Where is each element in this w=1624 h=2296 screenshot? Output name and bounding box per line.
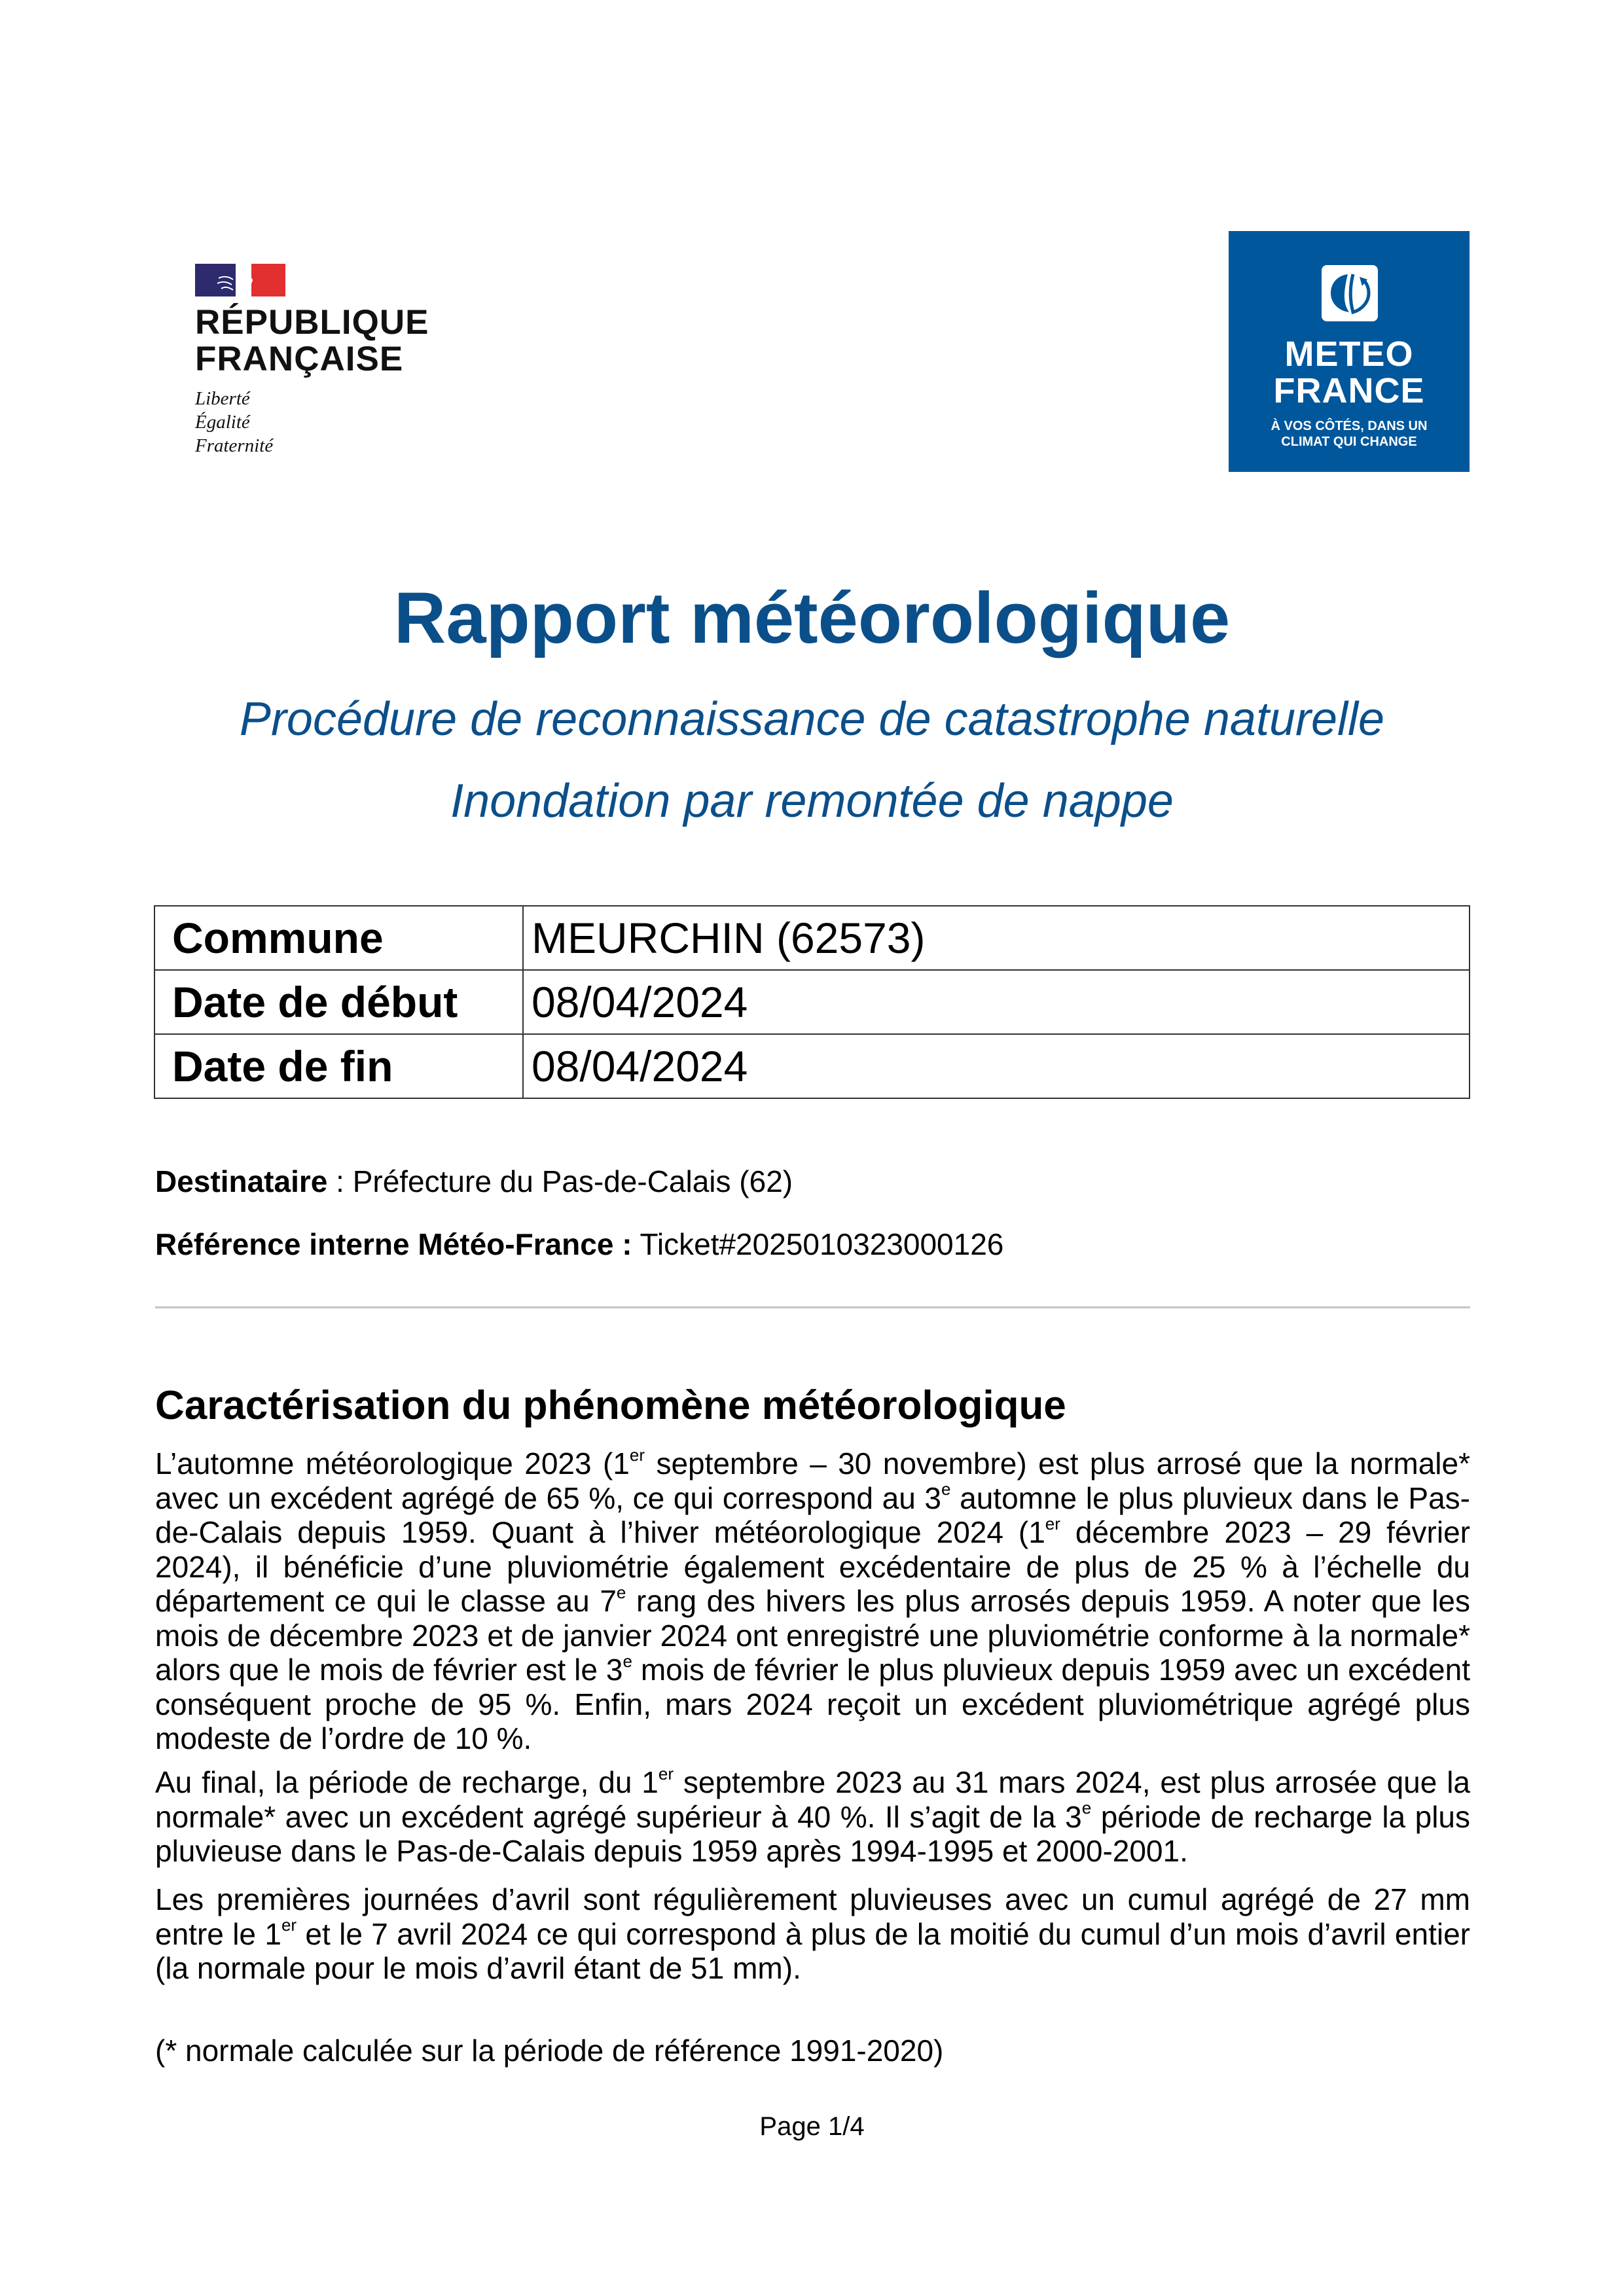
recipient-label: Destinataire	[155, 1164, 328, 1198]
table-row-end-date	[154, 1034, 1470, 1098]
commune-label: Commune	[154, 906, 523, 970]
republique-francaise-logo	[195, 264, 429, 460]
section-heading: Caractérisation du phénomène météorologique	[155, 1383, 1066, 1428]
reference-value: Ticket#2025010323000126	[632, 1227, 1004, 1261]
text-run: et le 7 avril 2024 ce qui correspond à plus de la moitié du cumul d’un mois d’avril entier (la normale pour le mois d’avril étant de 51 mm).	[155, 1916, 1470, 1985]
text-run: mois de février le plus pluvieux depuis 1959 avec un excédent conséquent proche de 95 %. Enfin, mars 2024 reçoit un excédent pluviométrique agrégé plus modeste de l’ordre de 10 %.	[155, 1653, 1470, 1755]
reference-label: Référence interne Météo-France :	[155, 1227, 632, 1261]
recipient-line	[155, 1164, 793, 1199]
text-run: automne le plus pluvieux dans le Pas-de-Calais depuis 1959. Quant à l’hiver météorologique 2024 (1	[155, 1480, 1470, 1549]
table-row-start-date	[154, 970, 1470, 1034]
rf-name-line1: RÉPUBLIQUE	[195, 303, 429, 342]
mf-name-line1: METEO	[1284, 334, 1414, 374]
info-table	[154, 905, 1470, 1099]
meteo-france-globe-icon	[1322, 265, 1378, 321]
start-date-label: Date de début	[154, 970, 523, 1034]
footnote: (* normale calculée sur la période de référence 1991-2020)	[155, 2034, 944, 2068]
marianne-flag-icon	[195, 264, 285, 296]
reference-line	[155, 1227, 1003, 1262]
recipient-value: Préfecture du Pas-de-Calais (62)	[352, 1164, 793, 1198]
text-run: septembre – 30 novembre) est plus arrosé que la normale* avec un excédent agrégé de 65 %, ce qui correspond au 3	[155, 1446, 1470, 1515]
page-number: Page 1/4	[759, 2112, 865, 2141]
start-date-value: 08/04/2024	[523, 970, 1470, 1034]
superscript: e	[941, 1479, 951, 1499]
paragraph-recharge-period	[155, 1765, 1470, 1869]
superscript: e	[616, 1582, 626, 1602]
superscript: er	[629, 1444, 645, 1465]
table-row-commune	[154, 906, 1470, 970]
end-date-value: 08/04/2024	[523, 1034, 1470, 1098]
superscript: er	[658, 1763, 674, 1784]
meteo-france-logo	[1229, 231, 1470, 472]
text-run: Les premières journées d’avril sont régulièrement pluvieuses avec un cumul agrégé de 27 mm entre le 1	[155, 1882, 1470, 1951]
recipient-separator: :	[327, 1164, 353, 1198]
paragraph-autumn-winter	[155, 1446, 1470, 1756]
republique-motto	[195, 387, 273, 457]
text-run: rang des hivers les plus arrosés depuis 1959. A noter que les mois de décembre 2023 et de janvier 2024 ont enregistré une pluviométrie conforme à la normale* alors que le mois de février est le 3	[155, 1584, 1470, 1687]
motto-fraternite: Fraternité	[195, 435, 274, 456]
text-run: Au final, la période de recharge, du 1	[155, 1765, 659, 1799]
subtitle-procedure: Procédure de reconnaissance de catastrophe naturelle	[239, 693, 1385, 745]
motto-egalite: Égalité	[195, 412, 250, 433]
mf-name-line2: FRANCE	[1273, 371, 1425, 410]
text-run: L’automne météorologique 2023 (1	[155, 1446, 630, 1480]
end-date-label: Date de fin	[154, 1034, 523, 1098]
commune-value: MEURCHIN (62573)	[523, 906, 1470, 970]
superscript: er	[1045, 1513, 1060, 1534]
superscript: e	[623, 1651, 632, 1671]
paragraph-april-rainfall	[155, 1882, 1470, 1986]
motto-liberte: Liberté	[195, 388, 250, 409]
section-divider	[155, 1306, 1470, 1308]
superscript: er	[281, 1915, 297, 1935]
mf-tagline-line1: À VOS CÔTÉS, DANS UN	[1271, 419, 1428, 433]
mf-tagline-line2: CLIMAT QUI CHANGE	[1281, 435, 1417, 449]
superscript: e	[1081, 1798, 1092, 1818]
text-run: période de recharge la plus pluvieuse dans le Pas-de-Calais depuis 1959 après 1994-1995 et 2000-2001.	[155, 1799, 1471, 1868]
text-run: décembre 2023 – 29 février 2024), il bénéficie d’une pluviométrie également excédentaire de plus de 25 % à l’échelle du département ce qui le classe au 7	[155, 1515, 1470, 1618]
meteo-france-tagline	[1229, 418, 1470, 450]
subtitle-phenomenon: Inondation par remontée de nappe	[450, 775, 1174, 827]
meteo-france-name	[1229, 336, 1470, 409]
rf-name-line2: FRANÇAISE	[195, 340, 404, 378]
text-run: septembre 2023 au 31 mars 2024, est plus arrosée que la normale* avec un excédent agrégé supérieur à 40 %. Il s’agit de la 3	[155, 1765, 1470, 1834]
republique-francaise-name	[195, 304, 429, 378]
page-title: Rapport météorologique	[393, 578, 1231, 658]
